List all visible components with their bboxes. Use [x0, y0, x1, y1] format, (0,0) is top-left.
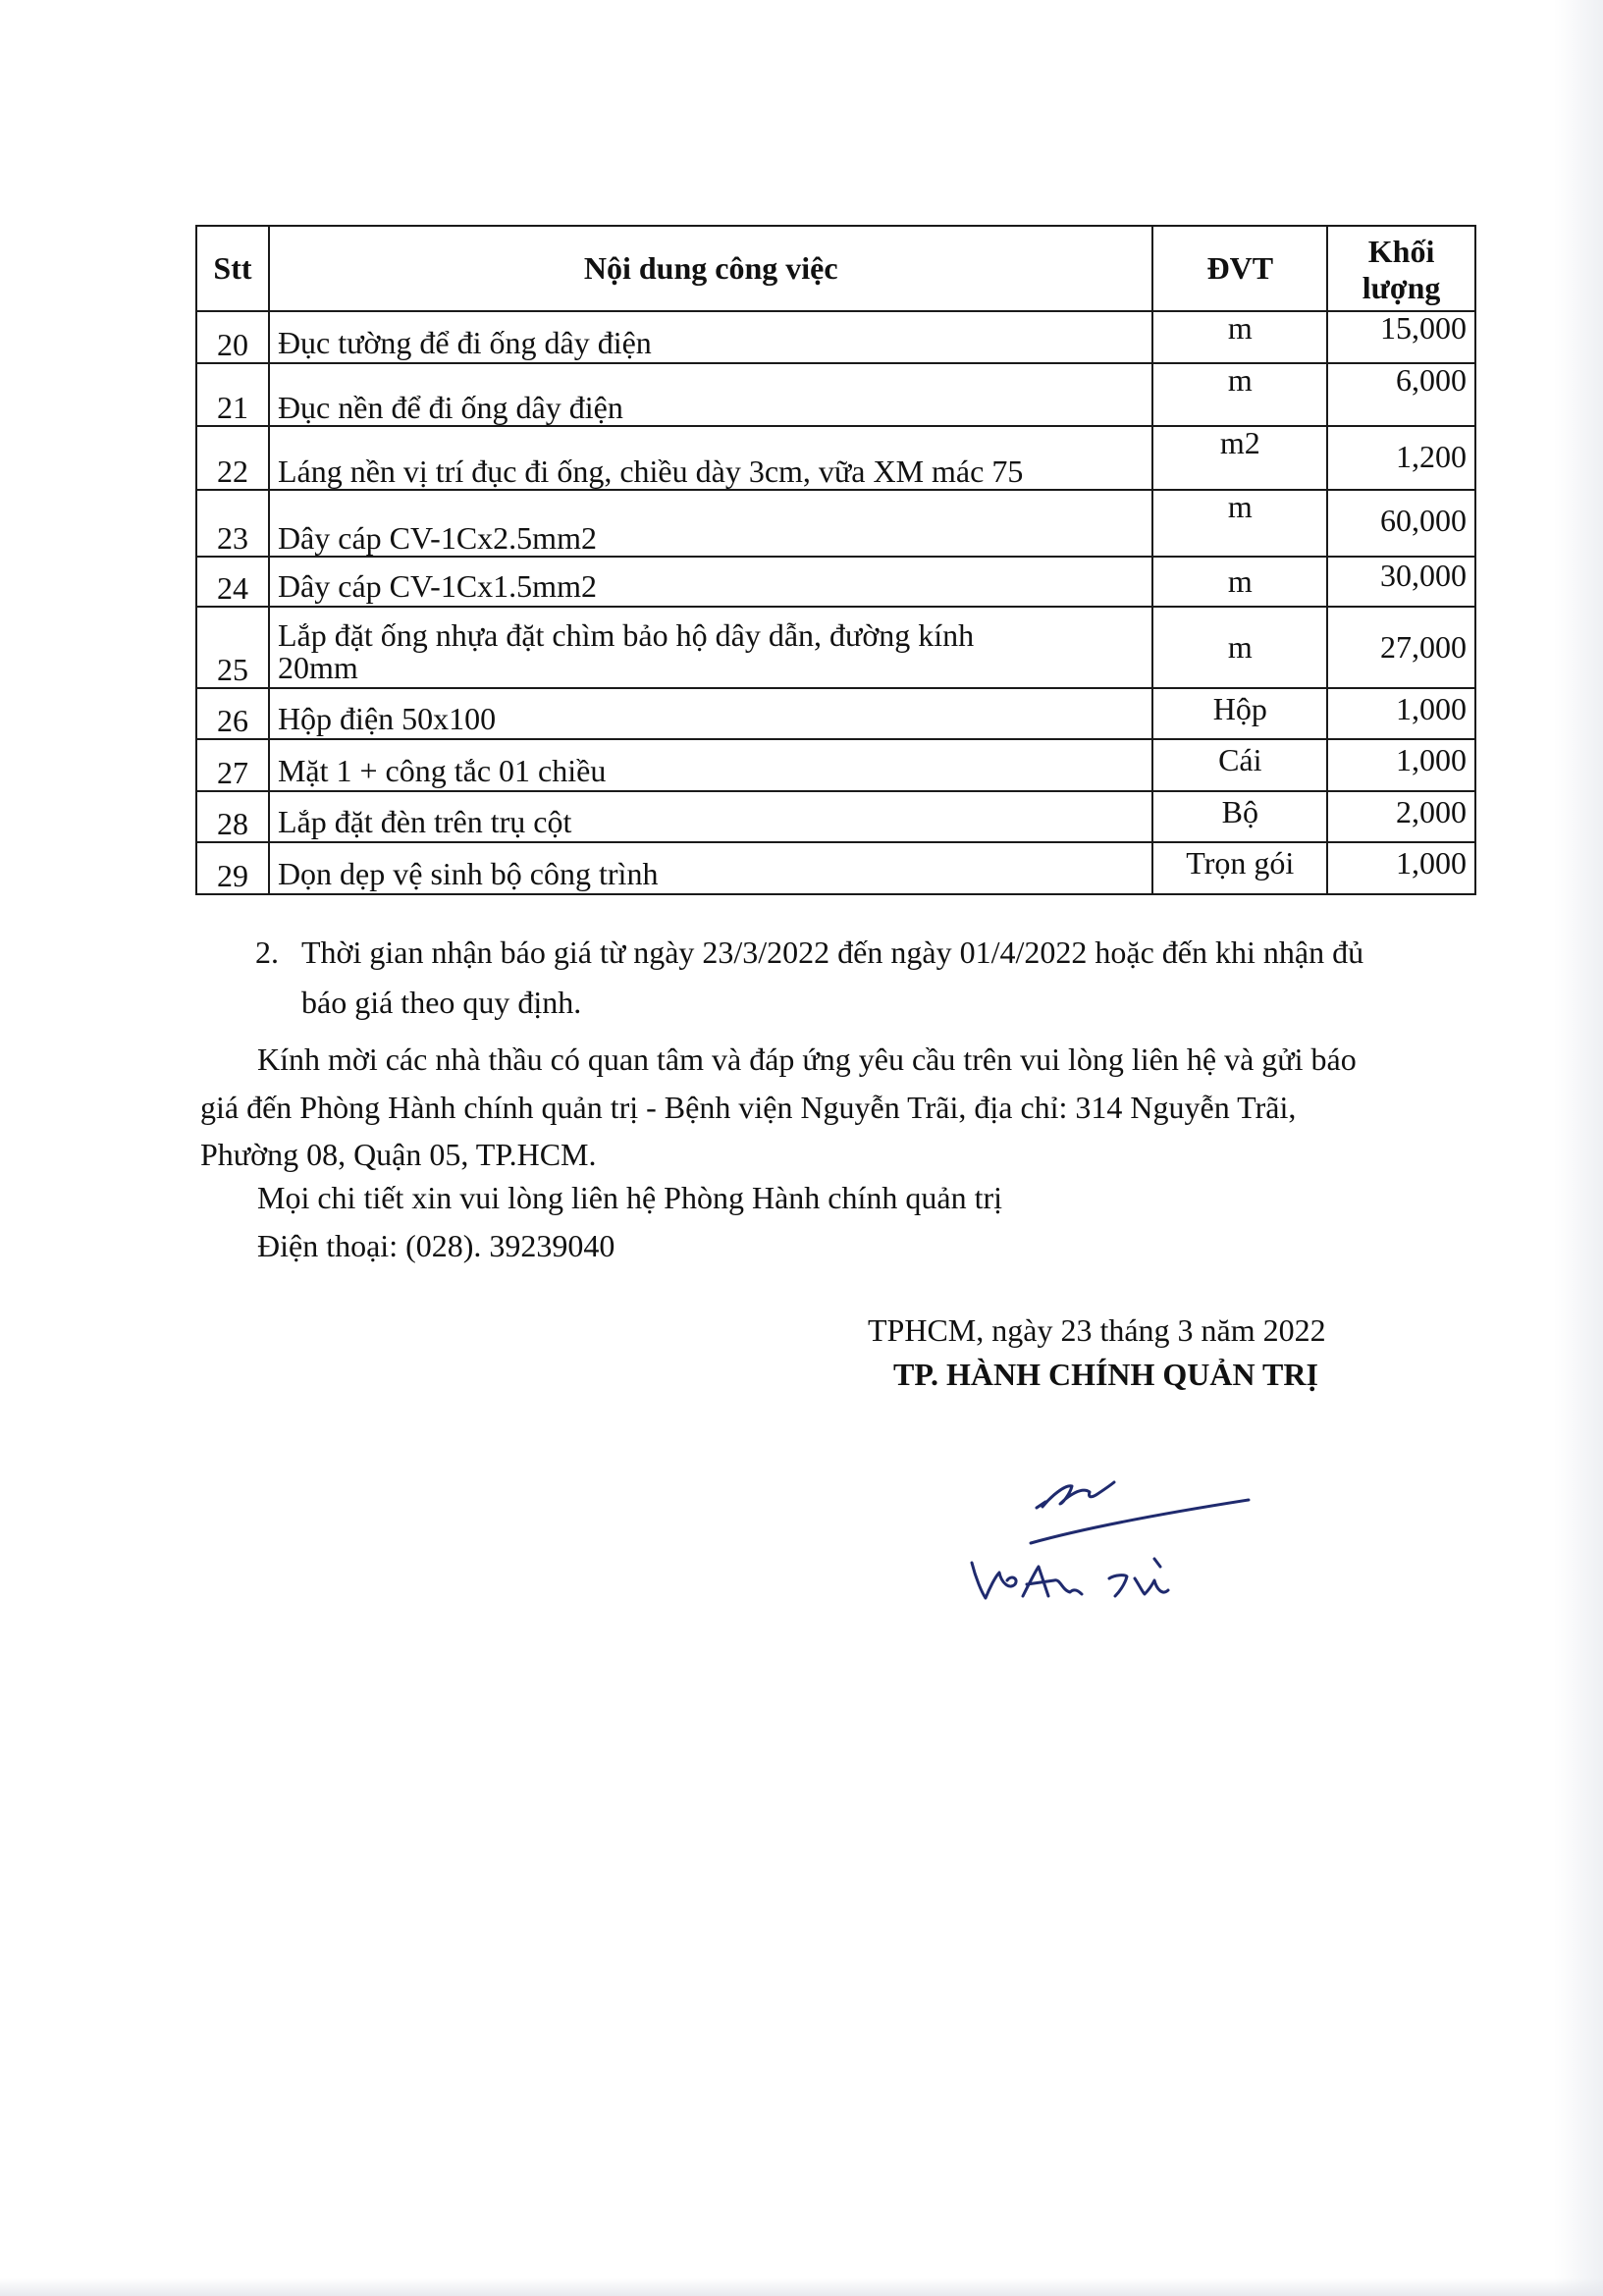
row-description: Dây cáp CV-1Cx2.5mm2	[269, 490, 1153, 557]
signer-department-title: TP. HÀNH CHÍNH QUẢN TRỊ	[893, 1357, 1318, 1392]
row-unit: Hộp	[1152, 688, 1327, 739]
row-unit: Trọn gói	[1152, 842, 1327, 894]
row-stt: 25	[196, 607, 269, 688]
row-description: Lắp đặt đèn trên trụ cột	[269, 791, 1153, 842]
invite-line1: Kính mời các nhà thầu có quan tâm và đáp ứng yêu cầu trên vui lòng liên hệ và gửi báo	[257, 1041, 1357, 1077]
row-unit: m	[1152, 490, 1327, 557]
row-unit: m	[1152, 311, 1327, 363]
work-items-table	[195, 225, 1476, 895]
item2-line2: báo giá theo quy định.	[301, 985, 582, 1020]
row-unit: m	[1152, 363, 1327, 426]
row-description-line2: 20mm	[277, 650, 358, 686]
header-unit: ĐVT	[1152, 226, 1327, 311]
signature-stroke	[1023, 1567, 1082, 1596]
handwritten-signature	[952, 1453, 1266, 1629]
table-row	[196, 557, 1475, 607]
header-quantity-line2: lượng	[1362, 269, 1441, 305]
phone-line: Điện thoại: (028). 39239040	[257, 1228, 615, 1263]
row-description: Dây cáp CV-1Cx1.5mm2	[269, 557, 1153, 607]
row-quantity: 2,000	[1327, 791, 1475, 842]
invite-line2: giá đến Phòng Hành chính quản trị - Bệnh viện Nguyễn Trãi, địa chỉ: 314 Nguyễn Trãi,	[200, 1090, 1297, 1125]
table-row	[196, 607, 1475, 688]
row-stt: 20	[196, 311, 269, 363]
table-row	[196, 311, 1475, 363]
signature-stroke	[1109, 1575, 1127, 1596]
row-description-line1: Lắp đặt ống nhựa đặt chìm bảo hộ dây dẫn, đường kính	[277, 616, 975, 653]
row-quantity: 1,000	[1327, 842, 1475, 894]
table-row	[196, 791, 1475, 842]
scan-edge-shadow-bottom	[0, 2278, 1603, 2296]
table-header-row	[196, 226, 1475, 311]
row-stt: 22	[196, 426, 269, 490]
table-row	[196, 688, 1475, 739]
row-quantity: 27,000	[1327, 607, 1475, 688]
row-unit: m	[1152, 607, 1327, 688]
row-description: Đục tường để đi ống dây điện	[269, 311, 1153, 363]
date-line: TPHCM, ngày 23 tháng 3 năm 2022	[868, 1312, 1326, 1348]
table-row	[196, 842, 1475, 894]
signature-stroke	[1031, 1500, 1249, 1543]
contact-line: Mọi chi tiết xin vui lòng liên hệ Phòng Hành chính quản trị	[257, 1180, 1003, 1215]
signature-stroke	[972, 1563, 1016, 1598]
header-stt: Stt	[196, 226, 269, 311]
row-unit: Cái	[1152, 739, 1327, 791]
row-unit: Bộ	[1152, 791, 1327, 842]
signature-stroke	[1042, 1482, 1114, 1507]
row-stt: 23	[196, 490, 269, 557]
table-row	[196, 490, 1475, 557]
row-stt: 27	[196, 739, 269, 791]
row-quantity: 1,000	[1327, 739, 1475, 791]
row-quantity: 15,000	[1327, 311, 1475, 363]
row-stt: 21	[196, 363, 269, 426]
list-item-number: 2.	[255, 934, 279, 970]
row-unit: m2	[1152, 426, 1327, 490]
row-quantity: 60,000	[1327, 490, 1475, 557]
row-quantity: 1,000	[1327, 688, 1475, 739]
row-quantity: 1,200	[1327, 426, 1475, 490]
invite-line3: Phường 08, Quận 05, TP.HCM.	[200, 1137, 597, 1172]
item2-line1: Thời gian nhận báo giá từ ngày 23/3/2022 đến ngày 01/4/2022 hoặc đến khi nhận đủ	[301, 934, 1364, 970]
row-stt: 28	[196, 791, 269, 842]
header-description: Nội dung công việc	[269, 226, 1153, 311]
table-row	[196, 426, 1475, 490]
row-stt: 29	[196, 842, 269, 894]
signature-stroke	[1154, 1559, 1160, 1567]
row-stt: 24	[196, 557, 269, 607]
scan-edge-shadow	[1554, 0, 1603, 2296]
signature-stroke	[1135, 1578, 1168, 1594]
row-description	[269, 607, 1153, 688]
table-row	[196, 363, 1475, 426]
row-description: Hộp điện 50x100	[269, 688, 1153, 739]
row-stt: 26	[196, 688, 269, 739]
row-description: Láng nền vị trí đục đi ống, chiều dày 3cm, vữa XM mác 75	[269, 426, 1153, 490]
row-unit: m	[1152, 557, 1327, 607]
table-row	[196, 739, 1475, 791]
header-quantity-line1: Khối	[1367, 233, 1435, 269]
row-description: Đục nền để đi ống dây điện	[269, 363, 1153, 426]
row-quantity: 30,000	[1327, 557, 1475, 607]
header-quantity	[1327, 226, 1475, 311]
row-description: Dọn dẹp vệ sinh bộ công trình	[269, 842, 1153, 894]
row-quantity: 6,000	[1327, 363, 1475, 426]
row-description: Mặt 1 + công tắc 01 chiều	[269, 739, 1153, 791]
